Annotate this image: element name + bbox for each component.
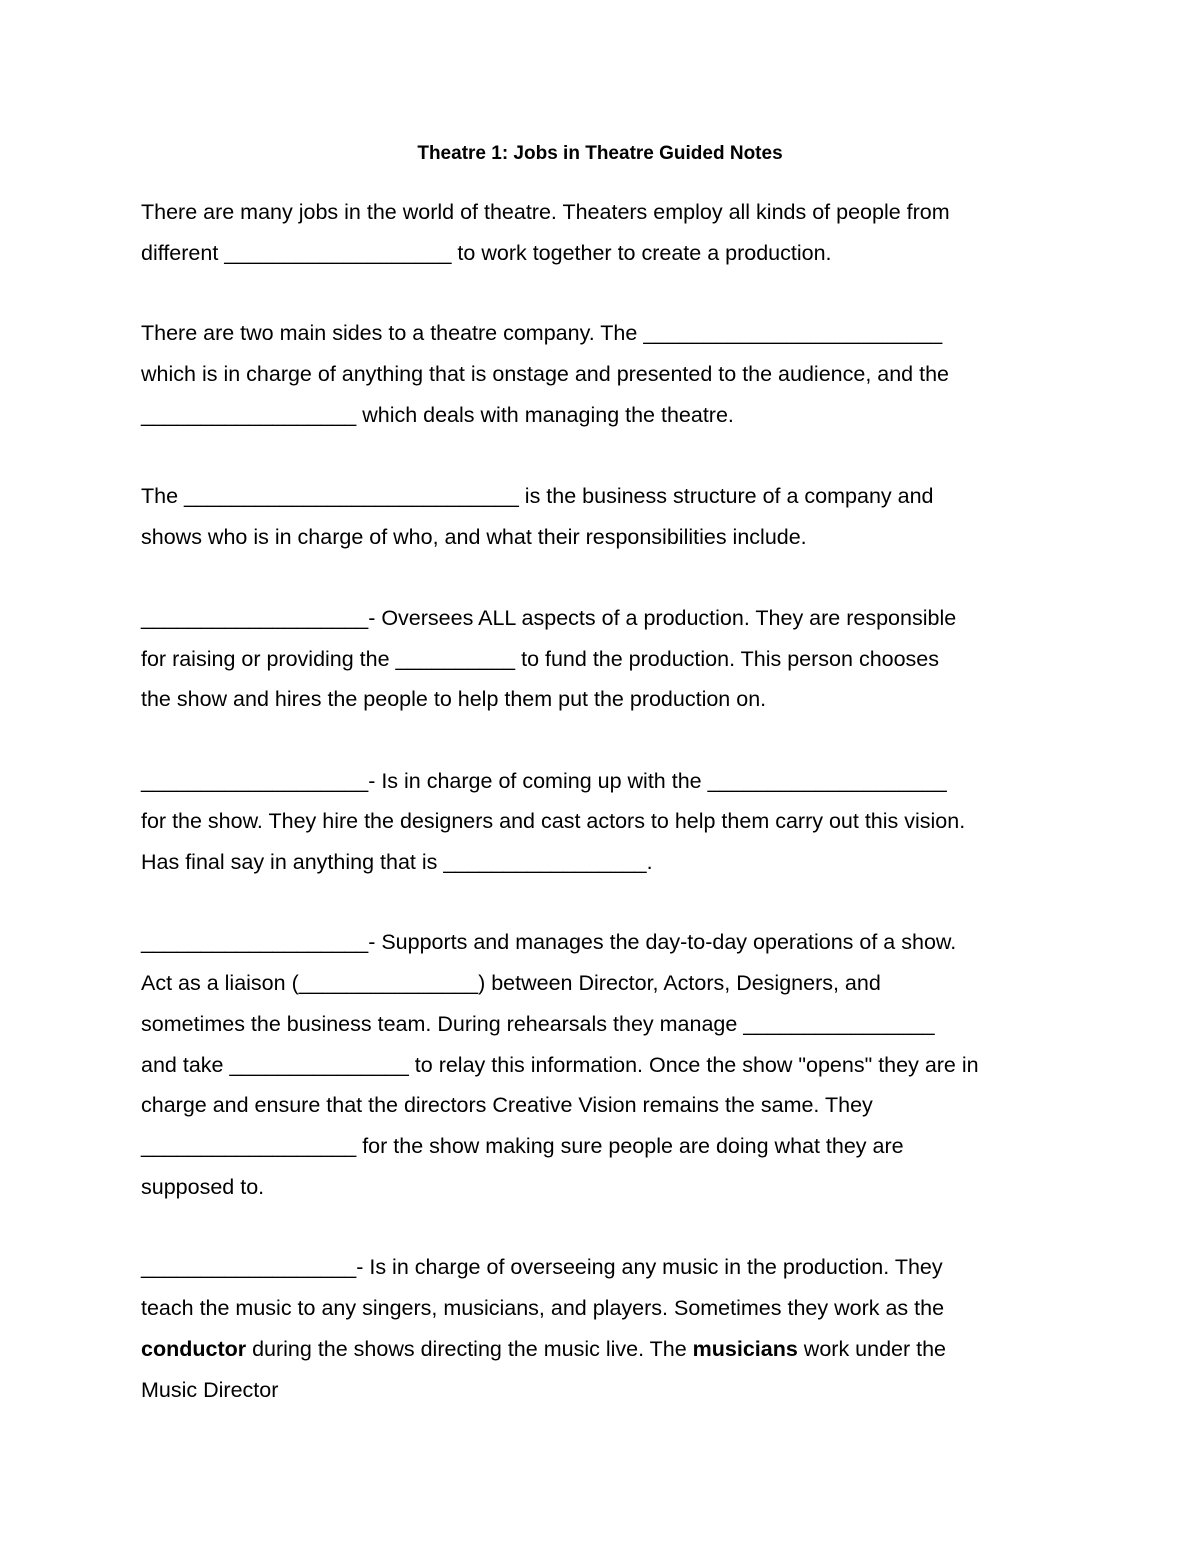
paragraph-line: __________________ for the show making sure people are doing what they are [141, 1134, 904, 1158]
paragraph-line: ___________________- Is in charge of coming up with the ____________________ [141, 769, 947, 793]
paragraph-line: for raising or providing the __________ to fund the production. This person chooses [141, 647, 940, 671]
paragraph-line: shows who is in charge of who, and what their responsibilities include. [141, 525, 807, 549]
paragraph-line: The ____________________________ is the business structure of a company and [141, 484, 934, 508]
paragraph-line: charge and ensure that the directors Creative Vision remains the same. They [141, 1093, 873, 1117]
paragraph-line [141, 1334, 946, 1364]
paragraph-line: different ___________________ to work together to create a production. [141, 241, 832, 265]
paragraph-line: There are two main sides to a theatre company. The _________________________ [141, 321, 943, 345]
paragraph-line: There are many jobs in the world of theatre. Theaters employ all kinds of people from [141, 200, 950, 224]
paragraph-line: for the show. They hire the designers and cast actors to help them carry out this vision. [141, 809, 966, 833]
bold-term-musicians: musicians [692, 1337, 798, 1361]
line-text: work under the [797, 1337, 947, 1361]
paragraph-line: __________________- Is in charge of overseeing any music in the production. They [141, 1255, 943, 1279]
paragraph-line: and take _______________ to relay this information. Once the show "opens" they are in [141, 1053, 979, 1077]
paragraph-line: Has final say in anything that is _________________. [141, 850, 653, 874]
paragraph-line: Act as a liaison (_______________) between Director, Actors, Designers, and [141, 971, 881, 995]
paragraph-line: which is in charge of anything that is onstage and presented to the audience, and the [141, 362, 950, 386]
paragraph-line: supposed to. [141, 1175, 265, 1199]
paragraph-line: ___________________- Oversees ALL aspects of a production. They are responsible [141, 606, 957, 630]
document-title: Theatre 1: Jobs in Theatre Guided Notes [417, 143, 783, 164]
paragraph-line: ___________________- Supports and manages the day-to-day operations of a show. [141, 930, 957, 954]
paragraph-line: Music Director [141, 1378, 279, 1402]
bold-term-conductor: conductor [141, 1337, 247, 1361]
paragraph-line: sometimes the business team. During rehearsals they manage ________________ [141, 1012, 935, 1036]
paragraph-line: teach the music to any singers, musicians, and players. Sometimes they work as the [141, 1296, 945, 1320]
paragraph-line: __________________ which deals with managing the theatre. [141, 403, 734, 427]
paragraph-line: the show and hires the people to help them put the production on. [141, 687, 767, 711]
line-text: during the shows directing the music live. The [246, 1337, 693, 1361]
